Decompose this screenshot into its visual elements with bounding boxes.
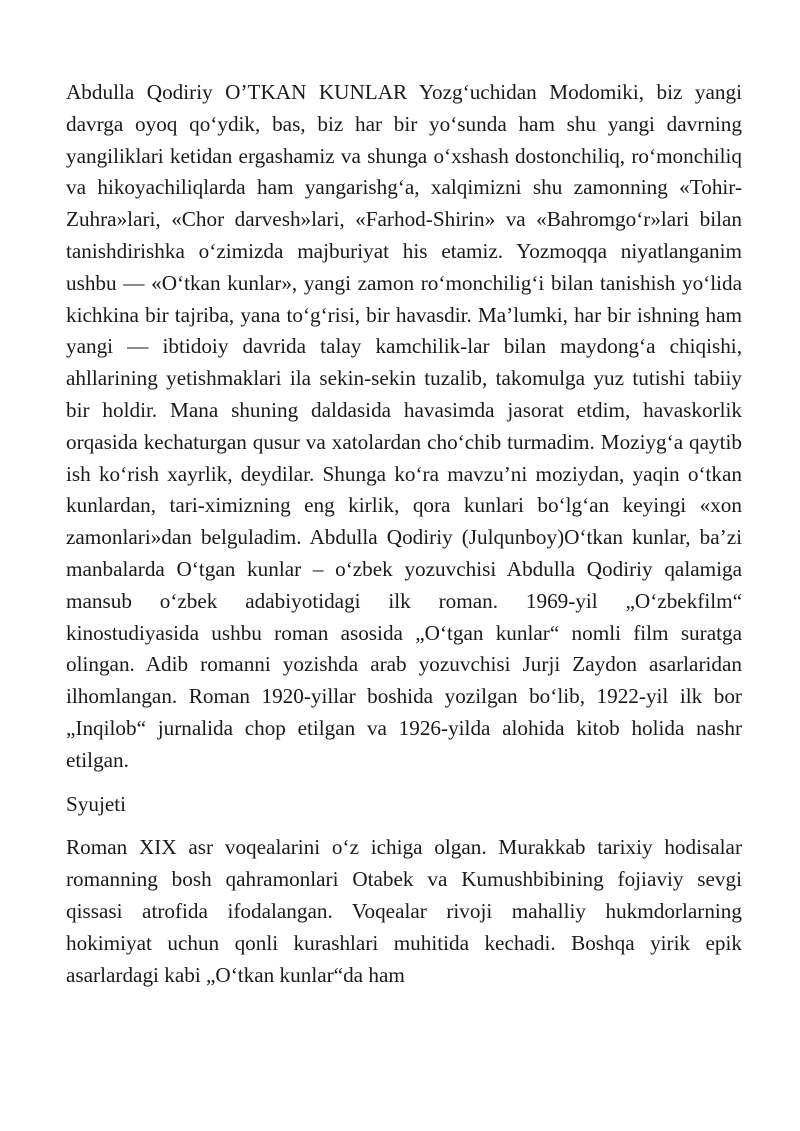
section-heading-syujeti: Syujeti — [66, 791, 127, 816]
document-page — [66, 77, 742, 991]
body-paragraph-syujet: Roman XIX asr voqealarini o‘z ichiga olgan. Murakkab tarixiy hodisalar romanning bosh qahramonlari Otabek va Kumushbibining fojiaviy sevgi qissasi atrofida ifodalangan. Voqealar rivoji mahalliy hukmdorlarning hokimiyat uchun qonli kurashlari muhitida kechadi. Boshqa yirik epik asarlardagi kabi „O‘tkan kunlar“da ham — [66, 835, 742, 987]
body-paragraph-intro: Abdulla Qodiriy O’TKAN KUNLAR Yozg‘uchidan Modomiki, biz yangi davrga oyoq qo‘ydik, bas, biz har bir yo‘sunda ham shu yangi davrning yangiliklari ketidan ergashamiz va shunga o‘xshash dostonchiliq, ro‘monchiliq va hikoyachiliqlarda ham yangarishg‘a, xalqimizni shu zamonning «Tohir-Zuhra»lari, «Chor darvesh»lari, «Farhod-Shirin» va «Bahromgo‘r»lari bilan tanishdirishka o‘zimizda majburiyat his etamiz. Yozmoqqa niyatlanganim ushbu — «O‘tkan kunlar», yangi zamon ro‘monchilig‘i bilan tanishish yo‘lida kichkina bir tajriba, yana to‘g‘risi, bir havasdir. Ma’lumki, har bir ishning ham yangi — ibtidoiy davrida talay kamchilik-lar bilan maydong‘a chiqishi, ahllarining yetishmaklari ila sekin-sekin tuzalib, takomulga yuz tutishi tabiiy bir holdir. Mana shuning daldasida havasimda jasorat etdim, havaskorlik orqasida kechaturgan qusur va xatolardan cho‘chib turmadim. Moziyg‘a qaytib ish ko‘rish xayrlik, deydilar. Shunga ko‘ra mavzu’ni moziydan, yaqin o‘tkan kunlardan, tari-ximizning eng kirlik, qora kunlari bo‘lg‘an keyingi «xon zamonlari»dan belguladim. Abdulla Qodiriy (Julqunboy)O‘tkan kunlar, ba’zi manbalarda O‘tgan kunlar – o‘zbek yozuvchisi Abdulla Qodiriy qalamiga mansub o‘zbek adabiyotidagi ilk roman. 1969-yil „O‘zbekfilm“ kinostudiyasida ushbu roman asosida „O‘tgan kunlar“ nomli film suratga olingan. Adib romanni yozishda arab yozuvchisi Jurji Zaydon asarlaridan ilhomlangan. Roman 1920-yillar boshida yozilgan bo‘lib, 1922-yil ilk bor „Inqilob“ jurnalida chop etilgan va 1926-yilda alohida kitob holida nashr etilgan. — [66, 80, 742, 772]
